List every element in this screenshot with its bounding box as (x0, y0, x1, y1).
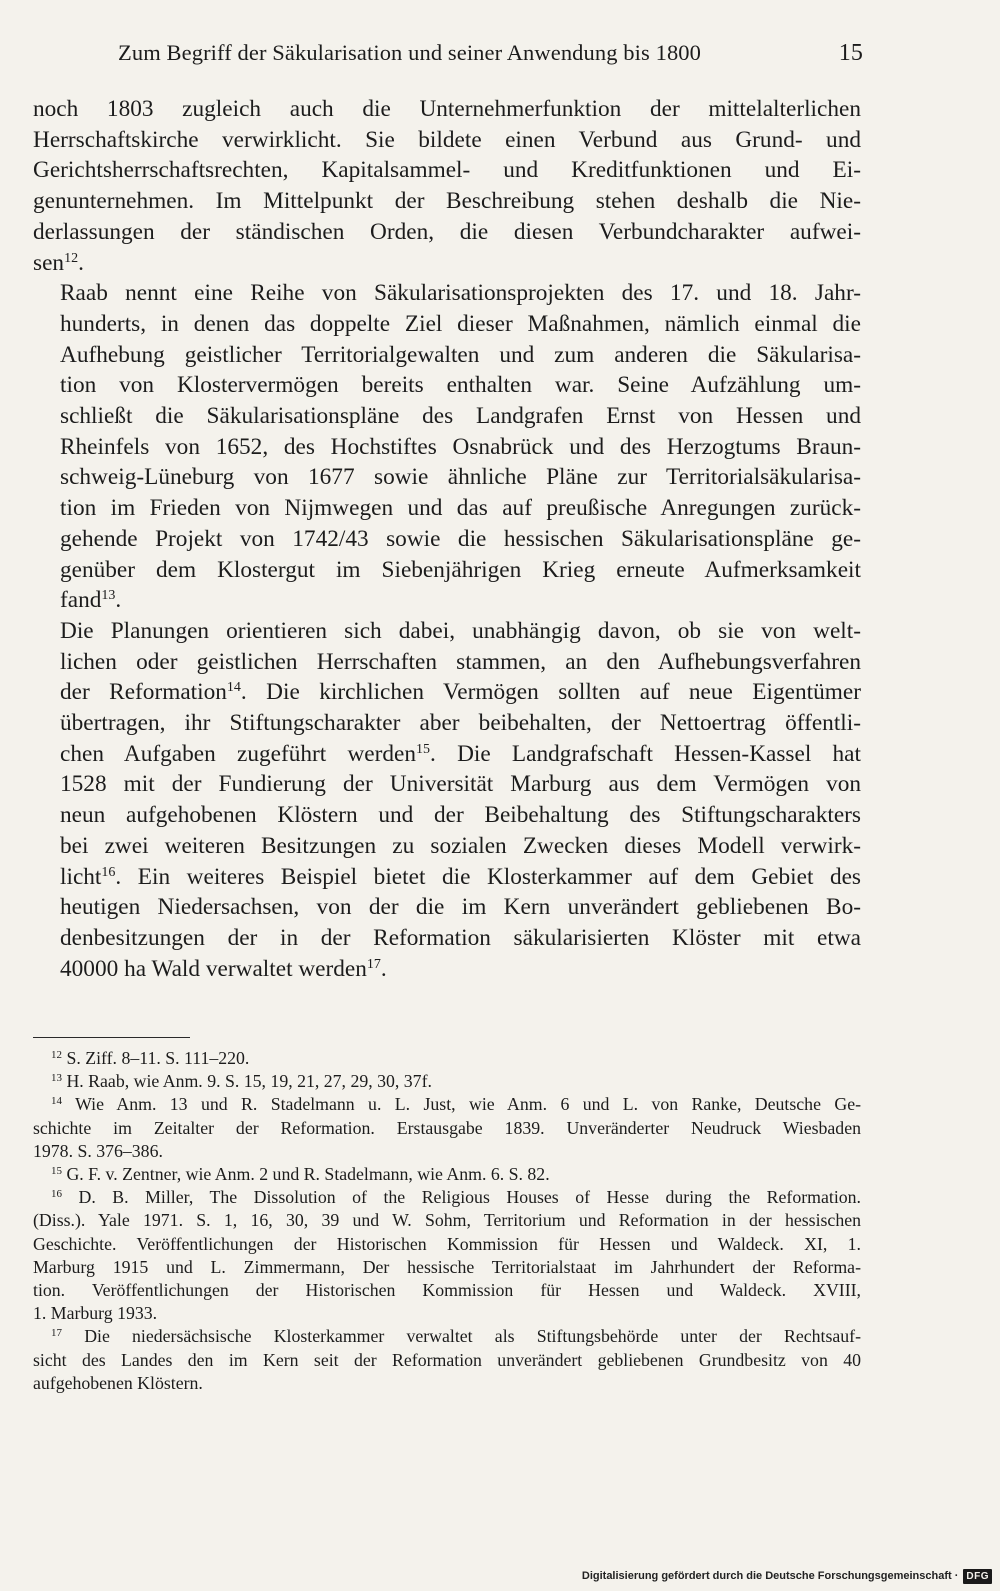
text-line (33, 739, 861, 770)
footnote-line: Geschichte. Veröffentlichungen der Historischen Kommission für Hessen und Waldeck. XI, 1. (33, 1233, 861, 1254)
body-text (33, 94, 861, 984)
footnote-line: sicht des Landes den im Kern seit der Reformation unverändert gebliebenen Grundbesitz von 40 (33, 1349, 861, 1370)
text-line: übertragen, ihr Stiftungscharakter aber beibehalten, der Nettoertrag öffentli- (60, 710, 861, 737)
footnote-line (33, 1186, 861, 1209)
text-fragment: fand (60, 587, 102, 614)
footnote-12 (33, 1047, 861, 1070)
footnote-line: aufgehobenen Klöstern. (33, 1372, 203, 1393)
footnote-line: tion. Veröffentlichungen der Historischen Kommission für Hessen und Waldeck. XVIII, (33, 1280, 861, 1301)
footnote-line (33, 1325, 861, 1348)
text-line: Aufhebung geistlicher Territorialgewalten und zum anderen die Säkularisa- (60, 341, 861, 368)
footnote-line: schichte im Zeitalter der Reformation. Erstausgabe 1839. Unveränderter Neudruck Wiesbaden (33, 1117, 861, 1138)
paragraph-3 (33, 616, 861, 984)
funding-credit: Digitalisierung gefördert durch die Deutsche Forschungsgemeinschaft · (581, 1570, 959, 1582)
footnote-line (33, 1047, 861, 1070)
text-line: gehende Projekt von 1742/43 sowie die hessischen Säkularisationspläne ge- (60, 525, 861, 552)
text-fragment: . Die kirchlichen Vermögen sollten auf neue Eigentümer (240, 679, 861, 706)
text-fragment: sen (33, 249, 65, 276)
footnote-number: 17 (51, 1327, 62, 1340)
footnote-ref: 14 (226, 680, 241, 696)
footnote-13 (33, 1070, 861, 1093)
text-fragment: . (115, 587, 122, 614)
footnote-ref: 13 (101, 588, 116, 604)
footnote-15 (33, 1163, 861, 1186)
footnote-line: 1. Marburg 1933. (33, 1303, 158, 1324)
footnote-divider (33, 1037, 190, 1038)
text-line: hunderts, in denen das doppelte Ziel dieser Maßnahmen, nämlich einmal die (60, 310, 861, 337)
text-line (33, 862, 861, 893)
text-line: Rheinfels von 1652, des Hochstiftes Osnabrück und des Herzogtums Braun- (60, 433, 861, 460)
text-fragment: S. Ziff. 8–11. S. 111–220. (66, 1048, 250, 1068)
digitization-footer (582, 1565, 992, 1587)
text-fragment: . (78, 249, 84, 276)
text-line: schließt die Säkularisationspläne des Landgrafen Ernst von Hessen und (60, 403, 861, 430)
paragraph-2 (33, 278, 861, 616)
text-line: schweig-Lüneburg von 1677 sowie ähnliche Pläne zur Territorialsäkularisa- (60, 464, 861, 491)
text-line: heutigen Niedersachsen, von der die im Kern unverändert gebliebenen Bo- (60, 894, 861, 921)
text-fragment: D. B. Miller, The Dissolution of the Religious Houses of Hesse during the Reformation. (78, 1187, 861, 1208)
footnote-14 (33, 1093, 861, 1163)
running-title: Zum Begriff der Säkularisation und seiner Anwendung bis 1800 (118, 40, 701, 65)
footnote-line (33, 1070, 861, 1093)
footnote-line (33, 1163, 861, 1186)
footnote-ref: 12 (64, 250, 79, 266)
text-fragment: Die niedersächsische Klosterkammer verwaltet als Stiftungsbehörde unter der Rechtsauf- (84, 1326, 862, 1347)
text-line: noch 1803 zugleich auch die Unternehmerfunktion der mittelalterlichen (33, 96, 861, 122)
text-line: denbesitzungen der in der Reformation säkularisierten Klöster mit etwa (60, 924, 861, 951)
footnote-line (33, 1093, 861, 1116)
text-line: lichen oder geistlichen Herrschaften stammen, an den Aufhebungsverfahren (60, 648, 861, 675)
text-line (33, 585, 861, 616)
footnote-17 (33, 1325, 861, 1395)
text-line: Die Planungen orientieren sich dabei, unabhängig davon, ob sie von welt- (60, 617, 861, 644)
text-fragment: licht (60, 863, 102, 890)
footnote-line: Marburg 1915 und L. Zimmermann, Der hessische Territorialstaat im Jahrhundert der Reforma- (33, 1256, 861, 1277)
dfg-logo: DFG (963, 1569, 992, 1584)
footnote-ref: 16 (101, 864, 116, 880)
text-fragment: chen Aufgaben zugeführt werden (60, 740, 417, 767)
footnote-number: 13 (51, 1072, 62, 1085)
footnote-line: 1978. S. 376–386. (33, 1140, 163, 1161)
text-line: derlassungen der ständischen Orden, die diesen Verbundcharakter aufwei- (33, 218, 861, 245)
text-line: tion von Klostervermögen bereits enthalten war. Seine Aufzählung um- (60, 372, 861, 399)
text-fragment: G. F. v. Zentner, wie Anm. 2 und R. Stadelmann, wie Anm. 6. S. 82. (66, 1164, 550, 1185)
footnote-line: (Diss.). Yale 1971. S. 1, 16, 30, 39 und W. Sohm, Territorium und Reformation in der hessischen (33, 1210, 861, 1231)
paragraph-1 (33, 94, 861, 278)
footnote-ref: 17 (366, 956, 381, 972)
text-line (33, 248, 861, 279)
footnote-number: 14 (51, 1095, 62, 1108)
text-fragment: . (380, 955, 387, 982)
footnote-number: 15 (51, 1165, 62, 1178)
text-line: Gerichtsherrschaftsrechten, Kapitalsammel- und Kreditfunktionen und Ei- (33, 157, 861, 184)
text-line: tion im Frieden von Nijmwegen und das auf preußische Anregungen zurück- (60, 495, 861, 522)
text-fragment: . Die Landgrafschaft Hessen-Kassel hat (430, 740, 861, 767)
page-number: 15 (838, 40, 863, 66)
text-line: genunternehmen. Im Mittelpunkt der Beschreibung stehen deshalb die Nie- (33, 188, 861, 215)
footnote-ref: 15 (416, 741, 431, 757)
footnotes (33, 1047, 861, 1395)
text-line (33, 677, 861, 708)
text-fragment: Wie Anm. 13 und R. Stadelmann u. L. Just, wie Anm. 6 und L. von Ranke, Deutsche Ge- (75, 1094, 862, 1115)
text-line: bei zwei weiteren Besitzungen zu sozialen Zwecken dieses Modell verwirk- (60, 832, 861, 859)
text-line: genüber dem Klostergut im Siebenjährigen Krieg erneute Aufmerksamkeit (60, 556, 861, 583)
text-fragment: H. Raab, wie Anm. 9. S. 15, 19, 21, 27, 29, 30, 37f. (66, 1071, 432, 1092)
footnote-16 (33, 1186, 861, 1325)
text-fragment: . Ein weiteres Beispiel bietet die Klosterkammer auf dem Gebiet des (115, 863, 861, 890)
running-header (118, 40, 863, 70)
footnote-number: 12 (51, 1049, 62, 1061)
text-fragment: 40000 ha Wald verwaltet werden (60, 955, 367, 982)
text-line: 1528 mit der Fundierung der Universität Marburg aus dem Vermögen von (60, 771, 861, 798)
text-line: Herrschaftskirche verwirklicht. Sie bildete einen Verbund aus Grund- und (33, 126, 861, 153)
footnote-number: 16 (51, 1188, 62, 1201)
text-line: neun aufgehobenen Klöstern und der Beibehaltung des Stiftungscharakters (60, 802, 861, 829)
text-line (33, 954, 861, 985)
text-line: Raab nennt eine Reihe von Säkularisationsprojekten des 17. und 18. Jahr- (60, 280, 861, 307)
text-fragment: der Reformation (60, 679, 227, 706)
